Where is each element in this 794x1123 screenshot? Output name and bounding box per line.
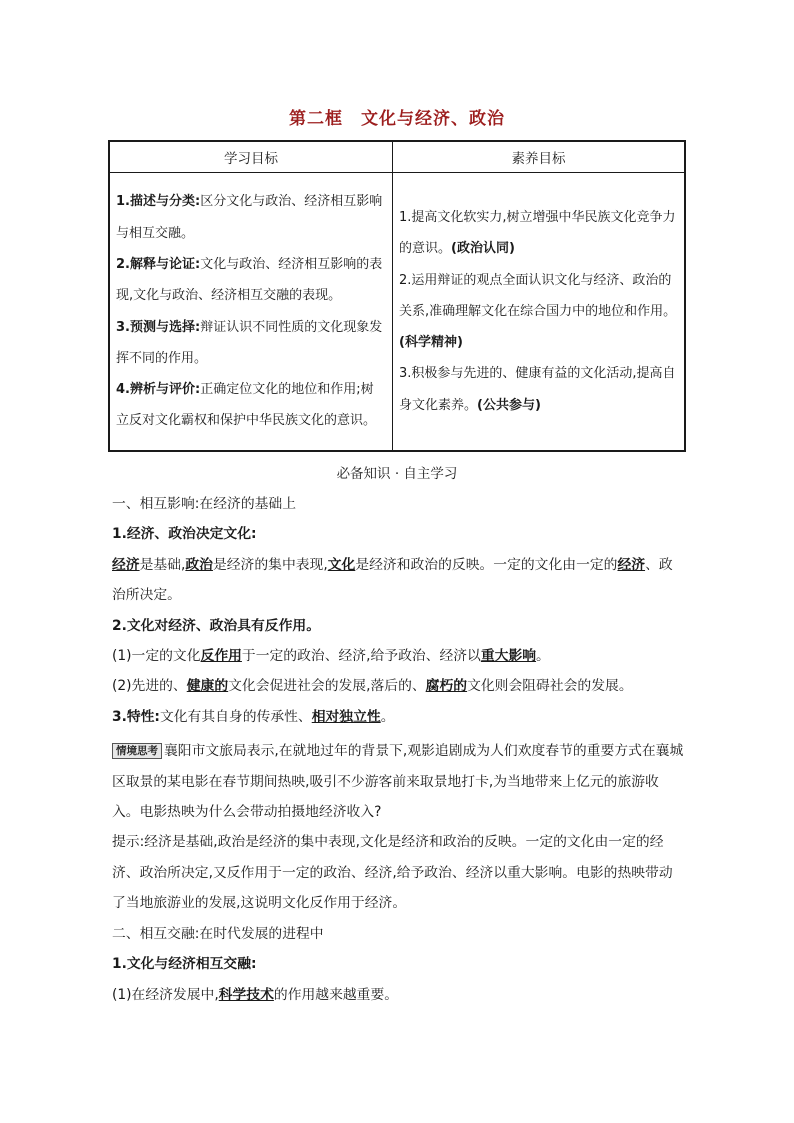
learning-goals-cell [109, 173, 393, 452]
key-term: 文化 [327, 556, 356, 573]
content-body [112, 489, 686, 1010]
text-run: (1)一定的文化 [112, 648, 201, 665]
literacy-goal-item [399, 202, 678, 265]
text-run: 是经济和政治的反映。一定的文化由一定的 [355, 556, 618, 573]
learning-goals-header: 学习目标 [109, 141, 393, 173]
text-run: (1)在经济发展中, [112, 986, 219, 1003]
goal-text: 辩证认识不同性质的文化现象发挥不同的作用。 [116, 319, 383, 366]
literacy-goals-header: 素养目标 [393, 141, 686, 173]
heading-2: 二、相互交融:在时代发展的进程中 [112, 925, 324, 942]
goal-tag: (公共参与) [477, 397, 541, 413]
key-term: 政治 [185, 556, 213, 573]
hint-paragraph: 提示:经济是基础,政治是经济的集中表现,文化是经济和政治的反映。一定的文化由一定的经济、政治所决定,又反作用于一定的政治、经济,给予政治、经济以重大影响。电影的热映带动了当地旅游业的发展,这说明文化反作用于经济。 [112, 834, 673, 912]
text-run: 文化有其自身的传承性、 [159, 708, 312, 725]
key-term: 经济 [112, 556, 140, 573]
key-term: 经济 [617, 556, 646, 573]
scenario-text: 襄阳市文旅局表示,在就地过年的背景下,观影追剧成为人们欢度春节的重要方式在襄城区取景的某电影在春节期间热映,吸引不少游客前来取景地打卡,为当地带来上亿元的旅游收入。电影热映为什么会带动拍摄地经济收入? [112, 743, 684, 821]
goal-text: 2.运用辩证的观点全面认识文化与经济、政治的关系,准确理解文化在综合国力中的地位和作用。 [399, 272, 677, 319]
goals-body-row [109, 173, 685, 452]
subheading: 2.文化对经济、政治具有反作用。 [112, 617, 320, 634]
page-title: 第二框 文化与经济、政治 [289, 109, 505, 129]
key-term: 反作用 [200, 648, 242, 665]
goal-label: 2.解释与论证: [116, 256, 201, 272]
goal-tag: (科学精神) [399, 335, 463, 351]
text-run: 的作用越来越重要。 [273, 986, 399, 1003]
section-heading: 必备知识 · 自主学习 [336, 466, 458, 482]
scenario-paragraph [112, 736, 686, 827]
text-run: 于一定的政治、经济,给予政治、经济以 [241, 648, 481, 665]
key-term: 腐朽的 [425, 678, 468, 695]
goal-label: 3.预测与选择: [116, 319, 201, 335]
goal-tag: (政治认同) [451, 241, 515, 257]
text-run: 文化会促进社会的发展,落后的、 [228, 678, 426, 695]
paragraph [112, 702, 686, 732]
goals-header-row [109, 141, 685, 173]
text-run: 文化则会阻碍社会的发展。 [467, 678, 633, 695]
subheading: 1.文化与经济相互交融: [112, 956, 257, 973]
goal-label: 1.描述与分类: [116, 194, 201, 210]
goals-table [108, 140, 686, 452]
subheading: 1.经济、政治决定文化: [112, 526, 257, 543]
learning-goal-item [116, 374, 386, 437]
paragraph [112, 980, 686, 1010]
paragraph [112, 550, 686, 611]
key-term: 科学技术 [218, 986, 274, 1003]
goal-label: 4.辨析与评价: [116, 382, 201, 398]
literacy-goals-cell [393, 173, 686, 452]
text-run: 、政治所决定。 [112, 556, 673, 604]
key-term: 健康的 [186, 678, 229, 695]
goal-text: 3.积极参与先进的、健康有益的文化活动,提高自身文化素养。 [399, 366, 676, 413]
key-term: 重大影响 [480, 648, 537, 665]
subheading-inline: 3.特性: [112, 708, 160, 725]
paragraph [112, 641, 686, 671]
text-run: (2)先进的、 [112, 678, 187, 695]
text-run: 是经济的集中表现, [212, 556, 328, 573]
goal-text: 1.提高文化软实力,树立增强中华民族文化竞争力的意识。 [399, 209, 676, 257]
text-run: 。 [536, 648, 550, 665]
goal-text: 文化与政治、经济相互影响的表现,文化与政治、经济相互交融的表现。 [116, 256, 383, 304]
goal-text: 区分文化与政治、经济相互影响与相互交融。 [116, 194, 383, 241]
learning-goal-item [116, 249, 386, 312]
goal-text: 正确定位文化的地位和作用;树立反对文化霸权和保护中华民族文化的意识。 [116, 382, 377, 429]
scenario-tag: 情境思考 [112, 743, 162, 759]
heading-1: 一、相互影响:在经济的基础上 [112, 496, 297, 512]
text-run: 是基础, [139, 556, 186, 573]
literacy-goal-item [399, 265, 678, 359]
literacy-goal-item [399, 358, 678, 421]
learning-goal-item [116, 186, 386, 249]
key-term: 相对独立性 [311, 708, 381, 725]
learning-goal-item [116, 312, 386, 375]
text-run: 。 [380, 708, 395, 725]
paragraph [112, 671, 686, 701]
